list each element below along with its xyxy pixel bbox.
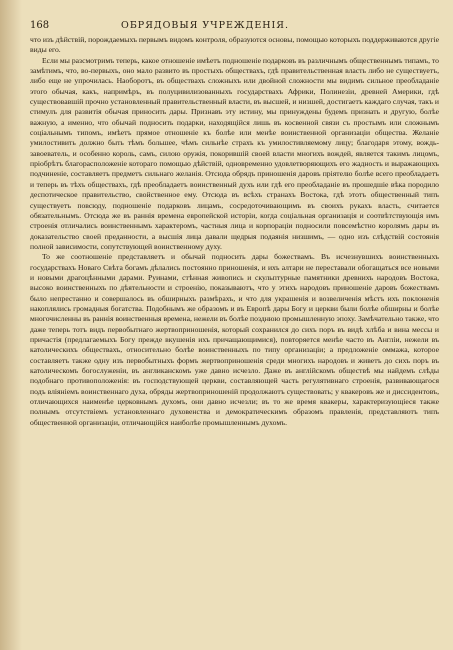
page-number: 168 [30,20,50,31]
body-text [30,35,439,428]
paragraph: Если мы разсмотримъ теперь, какое отношеніе имѣетъ подношеніе подарковъ въ различнымъ общественнымъ типамъ, то замѣтимъ, что, во-первыхъ, оно мало развито въ простыхъ обществахъ, гдѣ правительственная власть либо не существуетъ, либо еще не упрочилась. Наоборотъ, въ обществахъ сложныхъ или двойной сложности мы видимъ сильное преобладаніе этого обычая, какъ, напримѣръ, въ полуцивилизованныхъ государствахъ Африки, Полинезіи, древней Америки, гдѣ существовавшій прочно установленный правительственный власти, въ высшей, и низшей, достигаетъ каждаго случая, такъ и стимулъ для развитія обычая приносить дары. Признавъ эту истину, мы принуждены будемъ признать и другую, болѣе важную, а именно, что обычай подносить подарки, находящійся лишь въ косвенной связи съ простымъ или сложнымъ соціальнымъ типомъ, имѣетъ прямое отношеніе къ болѣе или менѣе воинственной организаціи общества. Желаніе умилостивить должно быть тѣмъ большее, чѣмъ сильнѣе страхъ къ умилостивляемому лицу; благодаря этому, вождь-завоеватель, и особенно король, самъ, силою оружія, покорившій своей власти многихъ вождей, является такимъ лицомъ, пріобрѣтъ благорасположеніе котораго помощью дѣйствій, одновременно удовлетворяющихъ его жадность и выражающихъ подчиненіе, составляетъ предметъ сильнаго желанія. Отсюда обрядъ приношенія даровъ пріятелю болѣе всего преобладаетъ и теперь въ тѣхъ обществахъ, гдѣ преобладаетъ воинственный духъ или гдѣ его преобладаніе въ прошедшіе вѣка породило деспотическое правительство, свойственное ему. Отсюда въ всѣхъ странахъ Востока, гдѣ этотъ общественный типъ существуетъ повсюду, подношеніе подарковъ лицамъ, сосредоточивающимъ въ своихъ рукахъ власть, считается обязательнымъ. Отсюда же въ раннія времена европейской исторіи, когда соціальная организація и соотвѣтствующія имъ строенія отличались воинственнымъ характеромъ, частныя лица и корпораціи подносили повсемѣстно королямъ дары въ доказательство своей преданности, а высшія лица давали щедрыя подаянія низшимъ, — одно изъ слѣдствій состоянія полной зависимости, сопутствующей воинственному духу. [30,55,439,251]
page-header [30,20,439,31]
running-title: ОБРЯДОВЫЯ УЧРЕЖДЕНІЯ. [121,20,289,31]
paragraph: что изъ дѣйствій, порождаемыхъ первымъ видомъ контроля, образуются основы, помощью которыхъ поддерживаются другіе виды его. [30,35,439,55]
paragraph: То же соотношеніе представляетъ и обычай подносить дары божествамъ. Въ исчезнувшихъ воинственныхъ государствахъ Новаго Свѣта богамъ дѣлались постоянно приношенія, и ихъ алтари не переставали обогащаться все новыми и новыми драгоцѣнными дарами. Руинами, стѣнная живопись и скульптурные памятники древнихъ народовъ Востока, высоко воинственныхъ по дѣятельности и строенію, показываютъ, что у этихъ народовъ приношеніе даровъ божествамъ было непрестанно и совершалось въ обширныхъ размѣрахъ, и что для украшенія и возвеличенія мѣстъ ихъ поклоненія накоплялись громадныя богатства. Подобнымъ же образомъ и въ Европѣ дары Богу и церкви были болѣе обширны и болѣе многочисленны въ раннія воинственныя времена, нежели въ болѣе позднюю промышленную эпоху. Замѣчательно также, что даже теперь тотъ видъ первобытнаго жертвоприношенія, который сохранился до сихъ поръ въ видѣ хлѣба и вина мессы и причастія (предлагаемыхъ Богу прежде вкушенія ихъ причащающимися), повторяется менѣе часто въ Англіи, нежели въ католическихъ обществахъ, относительно болѣе воинственныхъ по типу организаціи; а предложеніе оммажа, которое составляетъ также одну изъ первобытныхъ формъ жертвоприношенія среди многихъ народовъ и живетъ до сихъ поръ въ католическомъ богослуженіи, въ англиканскомъ уже давно исчезло. Даже въ англійскомъ обществѣ мы найдемъ слѣды подобнаго противоположенія: въ господствующей церкви, составляющей часть регулятивнаго строенія, развивающагося подъ вліяніемъ воинственнаго духа, обряды жертвоприношеній продолжаютъ существовать; у квакеровъ же и диссидентовъ, отличающихся наименѣе церковнымъ духомъ, они давно исчезли; въ то же время квакеры, характеризующіеся также полнымъ отсутствіемъ установленнаго духовенства и демократическимъ образомъ правленія, представляютъ типъ общественной организаціи, отличающійся наиболѣе промышленнымъ духомъ. [30,252,439,427]
binding-shadow [0,0,22,650]
